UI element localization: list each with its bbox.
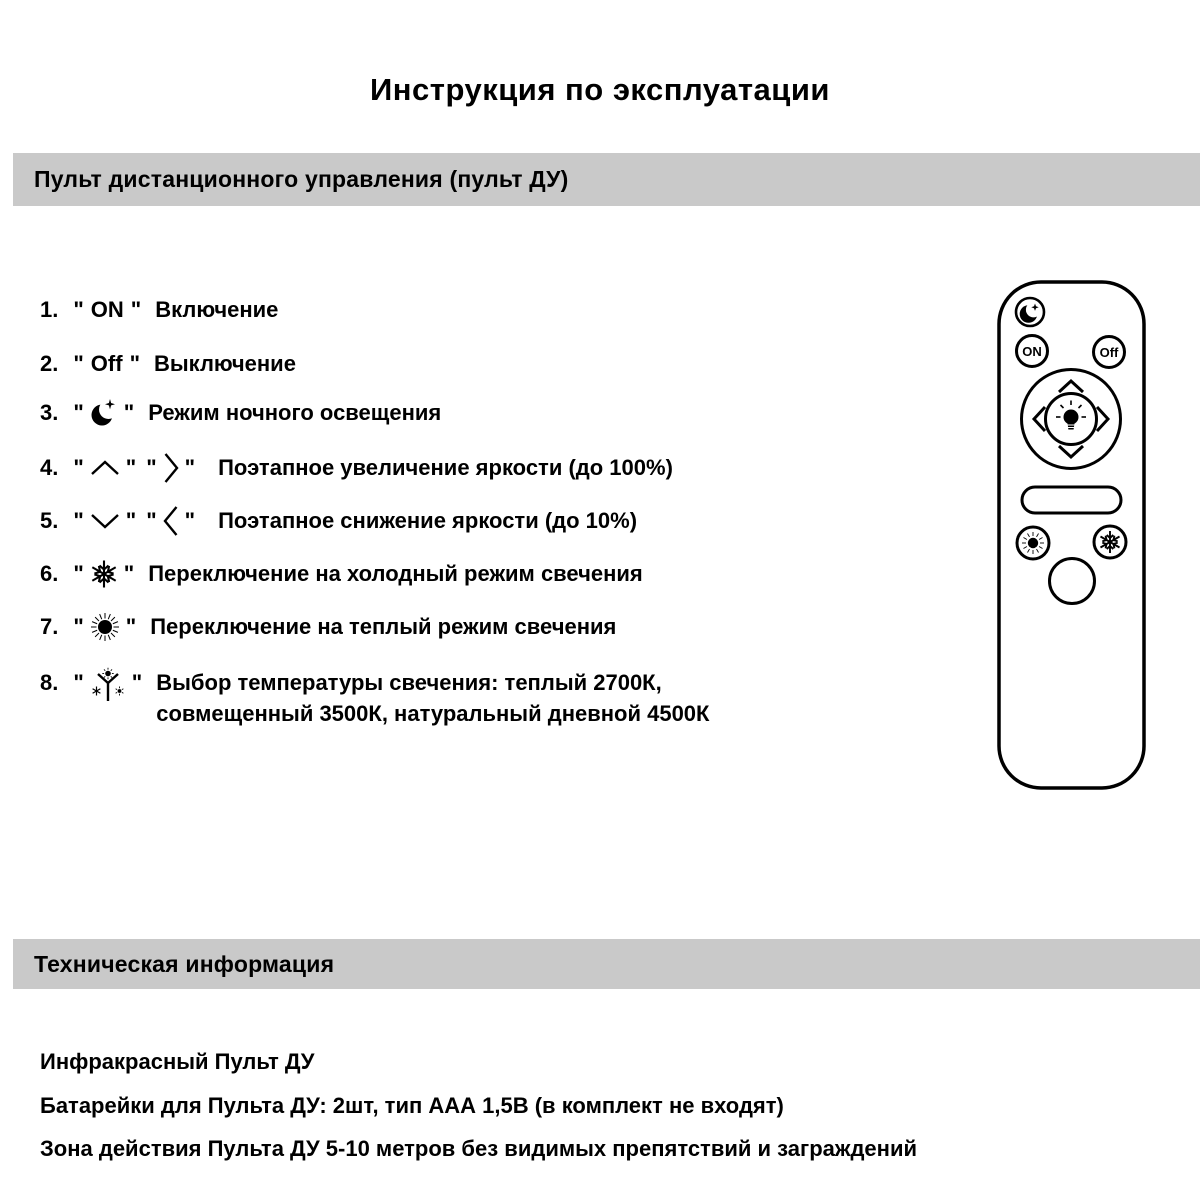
item-number: 2. <box>40 351 59 376</box>
quote-mark: " <box>146 508 157 533</box>
quote-mark: " <box>73 508 84 533</box>
item-number: 4. <box>40 455 59 480</box>
moon-night-mode-icon <box>89 397 119 429</box>
item-text-line-1: Выбор температуры свечения: теплый 2700К, <box>156 670 662 695</box>
sun-warm-icon <box>89 611 121 643</box>
quote-mark: " <box>130 297 142 322</box>
chevron-up-icon <box>89 459 121 477</box>
tech-info-line: Зона действия Пульта ДУ 5-10 метров без видимых препятствий и заграждений <box>40 1136 918 1161</box>
item-number: 8. <box>40 670 59 695</box>
quote-mark: " <box>73 351 84 376</box>
list-item-night-mode <box>40 397 441 429</box>
item-text: Включение <box>155 297 279 322</box>
quote-mark: " <box>146 455 157 480</box>
chevron-down-icon <box>89 512 121 530</box>
tech-section-header: Техническая информация <box>34 950 335 977</box>
quote-mark: " <box>125 614 137 639</box>
quote-mark: " <box>125 455 137 480</box>
remote-off-label: Off <box>1099 345 1119 360</box>
item-text-block <box>156 667 709 729</box>
item-text: Поэтапное увеличение яркости (до 100%) <box>218 455 673 480</box>
quote-mark: " <box>73 400 84 425</box>
remote-on-button <box>1017 336 1048 367</box>
on-button-label: ON <box>90 297 124 322</box>
quote-mark: " <box>123 561 135 586</box>
color-temperature-select-icon <box>89 667 127 705</box>
quote-mark: " <box>131 670 143 695</box>
list-item-off <box>40 351 296 377</box>
quote-mark: " <box>123 400 135 425</box>
quote-mark: " <box>73 455 84 480</box>
remote-on-label: ON <box>1022 344 1042 359</box>
quote-mark: " <box>73 614 84 639</box>
remote-wide-button <box>1022 487 1121 513</box>
quote-mark: " <box>184 508 196 533</box>
remote-night-mode-button <box>1016 298 1044 326</box>
remote-off-button <box>1094 337 1125 368</box>
snowflake-cold-icon <box>89 559 119 589</box>
quote-mark: " <box>73 561 84 586</box>
remote-section-header-bar <box>13 153 1200 206</box>
list-item-on <box>40 297 278 323</box>
quote-mark: " <box>129 351 140 376</box>
item-number: 1. <box>40 297 59 322</box>
quote-mark: " <box>73 297 84 322</box>
list-item-warm-mode <box>40 611 616 643</box>
item-text: Режим ночного освещения <box>148 400 442 425</box>
remote-cold-button <box>1094 526 1126 558</box>
item-text: Переключение на теплый режим свечения <box>150 614 617 639</box>
item-number: 7. <box>40 614 59 639</box>
sun-warm-icon <box>1028 538 1038 548</box>
quote-mark: " <box>125 508 137 533</box>
tech-section-header-bar <box>13 939 1200 989</box>
item-text: Поэтапное снижение яркости (до 10%) <box>218 508 638 533</box>
list-item-color-temperature <box>40 667 709 729</box>
page-title: Инструкция по эксплуатации <box>370 72 830 107</box>
list-item-brightness-up <box>40 451 673 485</box>
chevron-right-icon <box>162 451 180 485</box>
off-button-label: Off <box>90 351 123 376</box>
item-text: Переключение на холодный режим свечения <box>148 561 643 586</box>
list-item-brightness-down <box>40 504 637 538</box>
item-text: Выключение <box>154 351 296 376</box>
remote-section-header: Пульт дистанционного управления (пульт ДУ) <box>34 166 569 192</box>
remote-round-button <box>1050 559 1095 604</box>
quote-mark: " <box>73 670 84 695</box>
quote-mark: " <box>184 455 196 480</box>
tech-info-line: Батарейки для Пульта ДУ: 2шт, тип ААА 1,5В (в комплект не входят) <box>40 1093 784 1118</box>
item-number: 3. <box>40 400 59 425</box>
list-item-cold-mode <box>40 559 643 589</box>
tech-info-line: Инфракрасный Пульт ДУ <box>40 1049 315 1074</box>
remote-warm-button <box>1017 527 1049 559</box>
item-number: 6. <box>40 561 59 586</box>
item-number: 5. <box>40 508 59 533</box>
remote-control-illustration <box>995 278 1148 798</box>
remote-dpad <box>1022 370 1121 469</box>
item-text-line-2: совмещенный 3500К, натуральный дневной 4500К <box>156 701 710 726</box>
chevron-left-icon <box>162 504 180 538</box>
